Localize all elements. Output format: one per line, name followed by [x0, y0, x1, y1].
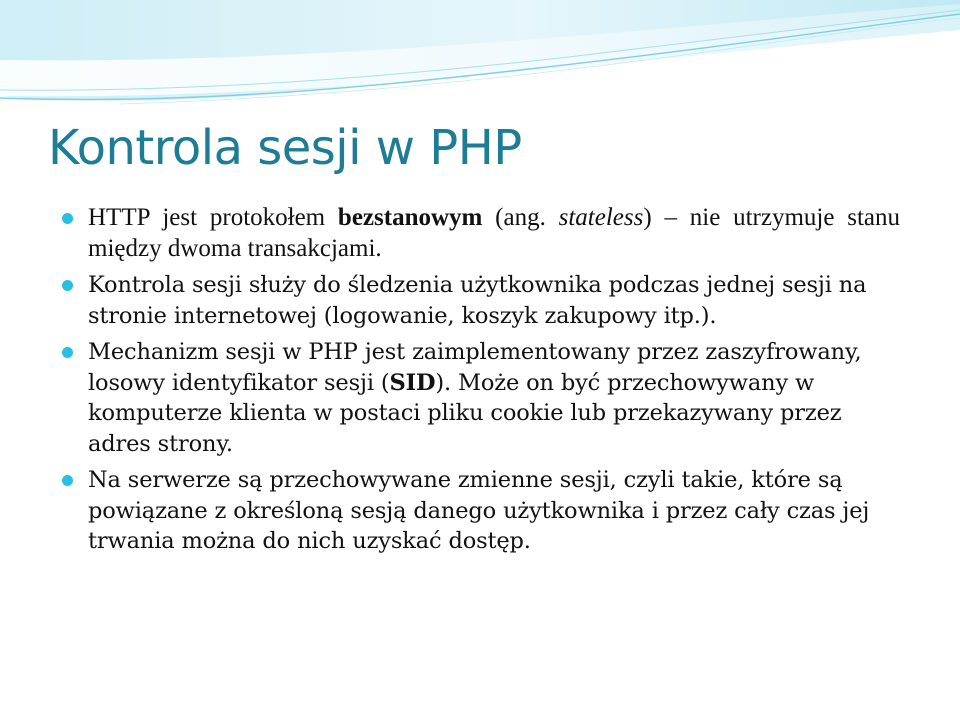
header-wave-decoration [0, 0, 960, 110]
bullet-list [60, 203, 900, 563]
bullet-text-segment: bezstanowym [337, 204, 483, 231]
bullet-item-stateless [60, 203, 900, 264]
bullet-text-segment: Kontrola sesji służy do śledzenia użytkownika podczas jednej sesji na stronie internetowej (logowanie, koszyk zakupowy itp.). [88, 272, 867, 329]
bullet-text-segment: ). Może on być przechowywany w komputerze klienta w postaci pliku cookie lub przekazywany przez adres strony. [88, 369, 842, 457]
bullet-item-session-mechanism [60, 337, 900, 459]
bullet-text-segment: Mechanizm sesji w PHP jest zaimplementowany przez zaszyfrowany, losowy identyfikator sesji ( [88, 339, 862, 396]
bullet-text [88, 339, 862, 457]
bullet-dot-icon [62, 280, 73, 291]
bullet-item-session-control [60, 270, 900, 331]
bullet-text-segment: SID [389, 369, 436, 396]
bullet-text-segment: Na serwerze są przechowywane zmienne sesji, czyli takie, które są powiązane z określoną sesją danego użytkownika i przez cały czas jej trwania można do nich uzyskać dostęp. [88, 467, 870, 554]
bullet-text [88, 204, 900, 262]
slide-title: Kontrola sesji w PHP [48, 120, 522, 176]
bullet-dot-icon [62, 475, 73, 486]
bullet-dot-icon [62, 213, 73, 224]
bullet-text [88, 467, 869, 554]
bullet-text-segment: HTTP jest protokołem [88, 204, 338, 231]
bullet-text [88, 272, 866, 329]
bullet-text-segment: (ang. [482, 204, 559, 231]
bullet-item-session-variables [60, 465, 900, 557]
bullet-text-segment: ) – nie utrzymuje stanu między dwoma transakcjami. [88, 204, 900, 262]
bullet-dot-icon [62, 347, 73, 358]
bullet-text-segment: stateless [558, 204, 644, 231]
